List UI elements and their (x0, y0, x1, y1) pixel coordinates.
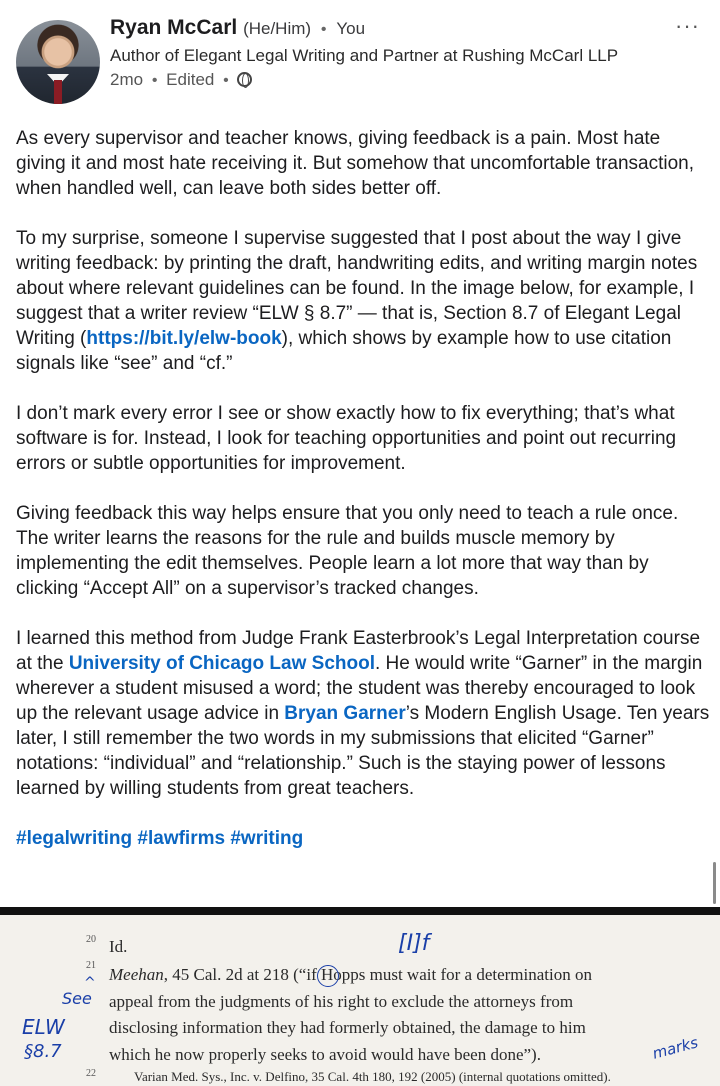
connection-degree: You (336, 19, 366, 38)
post-image[interactable] (0, 907, 720, 1086)
scrollbar-thumb[interactable] (713, 862, 716, 904)
post-meta (110, 69, 670, 92)
handwritten-elw: ELW (22, 1015, 65, 1039)
paragraph-1: As every supervisor and teacher knows, giving feedback is a pain. Most hate giving it and most hate receiving it. But somehow that uncomfortable transaction, when handled well, can leave both sides better off. (16, 128, 695, 199)
post-header (16, 14, 706, 114)
paragraph-5-text-a: I learned this method from Judge Frank Easterbrook’s Legal Interpretation course at the (16, 628, 701, 674)
separator-dot: • (151, 72, 158, 89)
paragraph-2 (16, 226, 712, 376)
post-timestamp: 2mo (110, 70, 144, 89)
paragraph-4: Giving feedback this way helps ensure that you only need to teach a rule once. The writer learns the reasons for the rule and builds muscle memory by implementing the edit themselves. People learn a lot more that way than by clicking “Accept All” on a supervisor’s tracked changes. (16, 503, 679, 599)
separator-dot: • (320, 21, 327, 38)
image-line-4: disclosing information they had formerly obtained, the damage to him (109, 1018, 586, 1037)
author-name-line (110, 14, 670, 44)
image-line-6: Varian Med. Sys., Inc. v. Delfino, 35 Cal. 4th 180, 192 (2005) (internal quotations omitted). (134, 1069, 611, 1084)
handwritten-insert: [I]f (398, 931, 430, 956)
author-pronouns: (He/Him) (243, 19, 312, 38)
case-name: Meehan (109, 965, 164, 984)
author-avatar[interactable] (16, 20, 100, 104)
image-line-2 (109, 965, 592, 985)
bryan-garner-link[interactable]: Bryan Garner (284, 703, 406, 724)
author-headline: Author of Elegant Legal Writing and Partner at Rushing McCarl LLP (110, 46, 619, 65)
paragraph-3: I don’t mark every error I see or show exactly how to fix everything; that’s what software is for. Instead, I look for teaching opportunities and point out recurring errors or subtle opportunities for improvement. (16, 403, 677, 474)
handwritten-caret: ^ (84, 975, 96, 991)
post-body (16, 126, 712, 851)
globe-icon (237, 72, 252, 87)
edited-label: Edited (166, 70, 215, 89)
case-citation: , 45 Cal. 2d at 218 (“if Hopps must wait for a determination on (163, 965, 592, 984)
paragraph-2-text-b: ), which shows by example how to use citation signals like “see” and “cf.” (16, 328, 672, 374)
handwritten-see: See (62, 989, 92, 1008)
uchicago-link[interactable]: University of Chicago Law School (68, 653, 375, 674)
image-line-3: appeal from the judgments of his right to exclude the attorneys from (109, 992, 574, 1011)
footnote-number: 20 (86, 934, 96, 945)
avatar-tie (54, 80, 62, 104)
paragraph-2-text-a: To my surprise, someone I supervise suggested that I post about the way I give writing feedback: by printing the draft, handwriting edits, and writing margin notes about where relevant guidelines can be found. In the image below, for example, I suggest that a writer review “ELW § 8.7” — that is, Section 8.7 of Elegant Legal Writing ( (16, 228, 698, 349)
more-options-icon[interactable]: ··· (675, 13, 700, 38)
image-line-1: Id. (109, 937, 128, 956)
footnote-number: 22 (86, 1068, 96, 1079)
author-info (110, 14, 670, 92)
image-line-5: which he now properly seeks to avoid would have been done”). (109, 1045, 541, 1064)
footnote-number: 21 (86, 960, 96, 971)
handwritten-marks: marks (650, 1033, 701, 1063)
paragraph-5 (16, 626, 712, 801)
handwritten-circle (317, 965, 339, 987)
handwritten-section: §8.7 (24, 1041, 62, 1062)
separator-dot: • (223, 72, 229, 89)
hashtags[interactable]: #legalwriting #lawfirms #writing (16, 828, 304, 849)
paragraph-5-text-b: . He would write “Garner” in the margin wherever a student misused a word; the student was thereby encouraged to look up the relevant usage advice in (16, 653, 703, 724)
book-link[interactable]: https://bit.ly/elw-book (86, 328, 282, 349)
paragraph-5-text-c: ’s Modern English Usage. Ten years later, I still remember the two words in my submissions that elicited “Garner” notations: “individual” and “relationship.” Such is the staying power of lessons learned by willing students from great teachers. (16, 703, 710, 799)
author-name[interactable]: Ryan McCarl (110, 16, 238, 39)
